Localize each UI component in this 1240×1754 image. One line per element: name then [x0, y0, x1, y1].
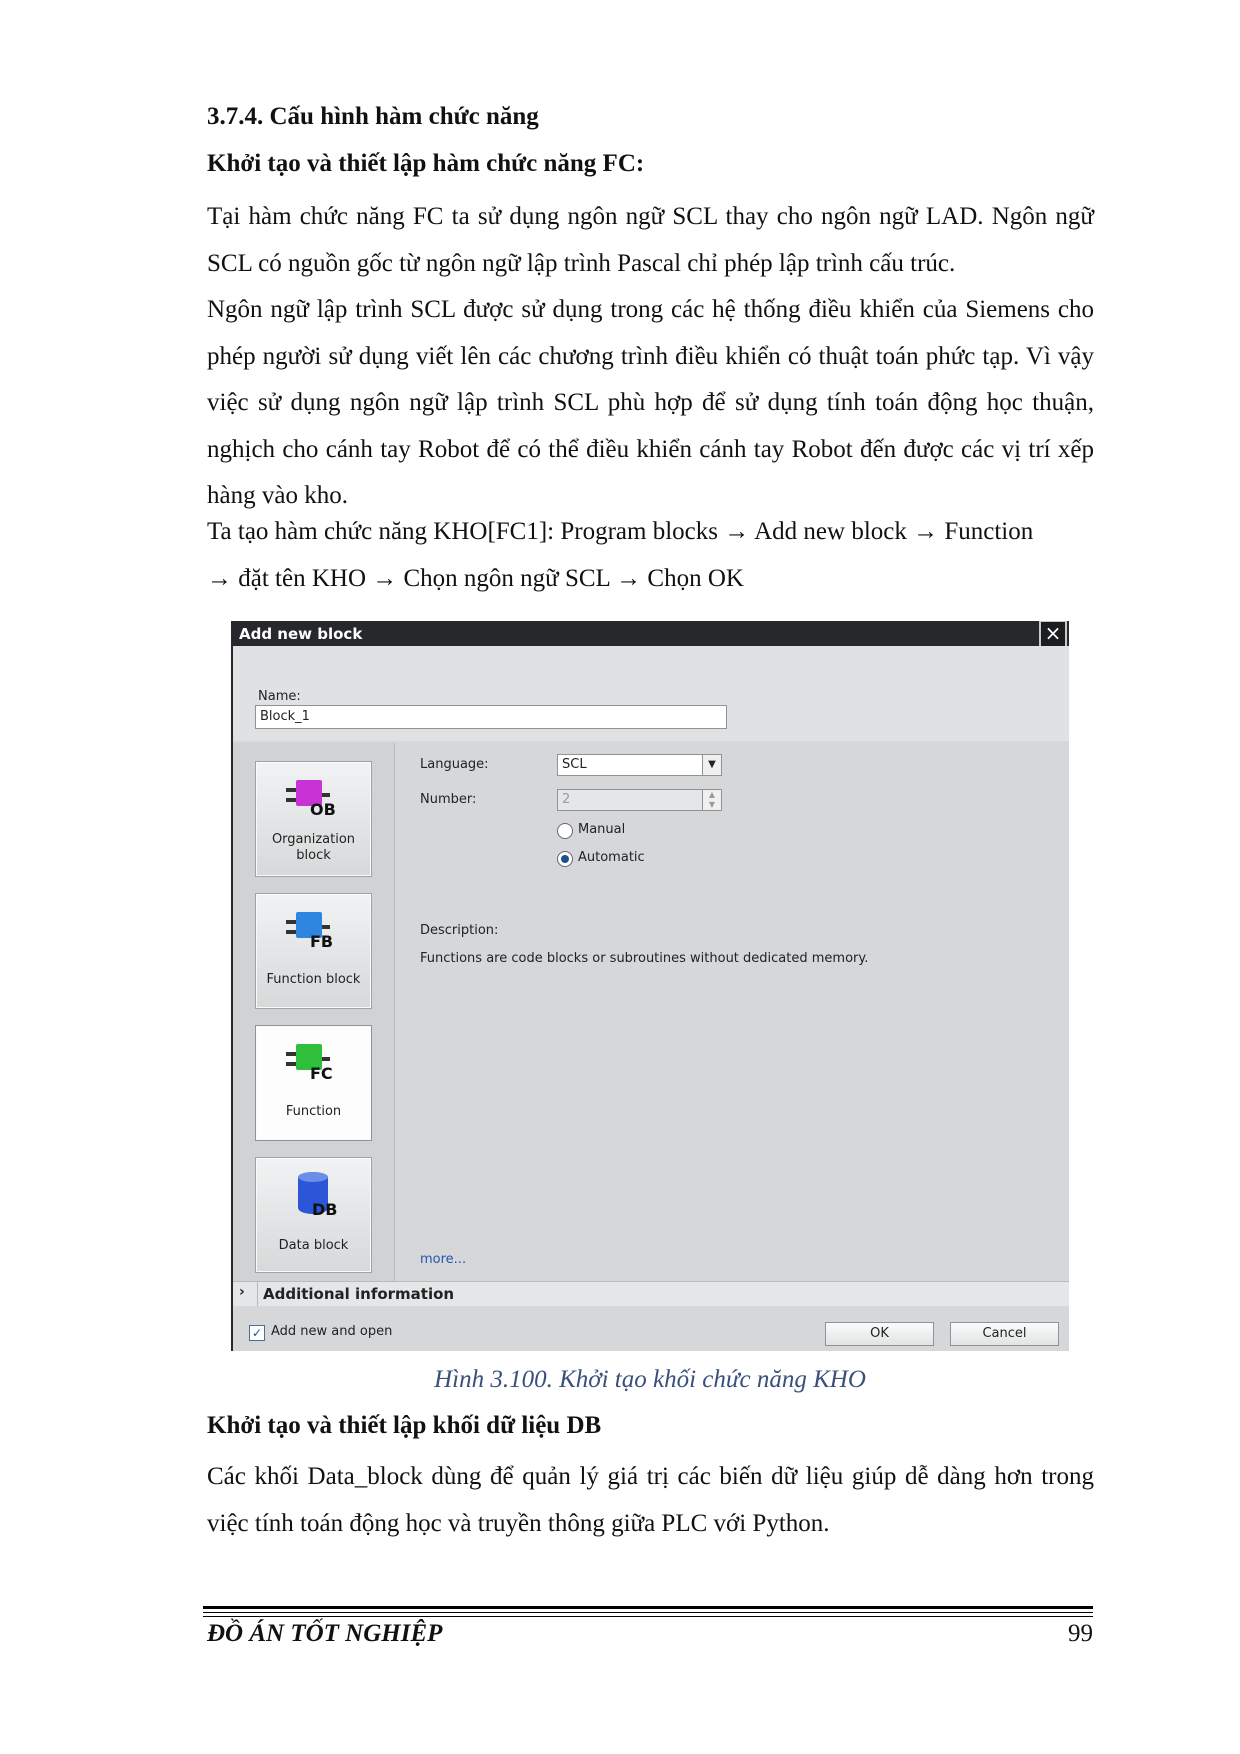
- fb-icon: FB: [284, 906, 344, 958]
- data-block-label: Data block: [278, 1238, 349, 1253]
- add-new-block-dialog: [231, 621, 1069, 1351]
- page-number: 99: [1068, 1620, 1093, 1647]
- additional-information-section[interactable]: [233, 1281, 1069, 1306]
- function-button[interactable]: [255, 1025, 372, 1141]
- manual-label: Manual: [578, 822, 626, 837]
- add-new-and-open-label: Add new and open: [271, 1324, 393, 1339]
- spin-arrows-icon[interactable]: ▲ ▼: [702, 790, 721, 810]
- organization-block-label: Organization block: [271, 832, 356, 863]
- dialog-footer: [233, 1306, 1069, 1351]
- footer-rule-thin-2: [203, 1616, 1093, 1617]
- paragraph-3: Các khối Data_block dùng để quản lý giá trị các biến dữ liệu giúp dễ dàng hơn trong việc tính toán động học và truyền thông giữa PLC với Python.: [207, 1463, 1094, 1537]
- close-icon[interactable]: ×: [1039, 621, 1067, 648]
- dialog-title: Add new block: [239, 625, 363, 643]
- chevron-down-icon[interactable]: ▼: [702, 755, 721, 775]
- chevron-right-icon[interactable]: ›: [239, 1284, 245, 1300]
- paragraph-1: Tại hàm chức năng FC ta sử dụng ngôn ngữ SCL thay cho ngôn ngữ LAD. Ngôn ngữ SCL có nguồn gốc từ ngôn ngữ lập trình Pascal chỉ phép lập trình cấu trúc.: [207, 203, 1094, 277]
- subheading-db: Khởi tạo và thiết lập khối dữ liệu DB: [207, 1412, 602, 1439]
- footer-title: ĐỒ ÁN TỐT NGHIỆP: [207, 1620, 443, 1647]
- cancel-button[interactable]: Cancel: [950, 1322, 1059, 1346]
- paragraph-2: Ngôn ngữ lập trình SCL được sử dụng trong các hệ thống điều khiển của Siemens cho phép người sử dụng viết lên các chương trình điều khiển có thuật toán phức tạp. Vì vậy việc sử dụng ngôn ngữ lập trình SCL phù hợp để sử dụng tính toán động học thuận, nghịch cho cánh tay Robot để có thể điều khiển cánh tay Robot đến được các vị trí xếp hàng vào kho.: [207, 296, 1094, 509]
- ok-button[interactable]: OK: [825, 1322, 934, 1346]
- dialog-body: [233, 646, 1069, 1341]
- steps-line-2: → đặt tên KHO → Chọn ngôn ngữ SCL → Chọn OK: [207, 565, 744, 592]
- steps-line-1: Ta tạo hàm chức năng KHO[FC1]: Program blocks → Add new block → Function: [207, 518, 1034, 545]
- fc-icon: FC: [284, 1038, 344, 1090]
- block-settings-panel: [396, 743, 1069, 1281]
- block-type-panel: [233, 743, 395, 1281]
- language-select[interactable]: [557, 754, 722, 776]
- automatic-radio[interactable]: [557, 851, 573, 867]
- add-new-and-open-checkbox[interactable]: ✓: [249, 1325, 265, 1341]
- footer-rule-thin: [203, 1612, 1093, 1613]
- db-icon: DB: [284, 1170, 344, 1222]
- function-block-button[interactable]: [255, 893, 372, 1009]
- number-label: Number:: [420, 792, 477, 807]
- function-label: Function: [285, 1104, 342, 1119]
- name-label: Name:: [258, 689, 301, 704]
- name-input[interactable]: Block_1: [255, 705, 727, 729]
- organization-block-button[interactable]: [255, 761, 372, 877]
- number-value: 2: [562, 792, 571, 807]
- language-label: Language:: [420, 757, 489, 772]
- additional-information-label: Additional information: [263, 1285, 455, 1303]
- language-value: SCL: [562, 757, 587, 772]
- description-text: Functions are code blocks or subroutines without dedicated memory.: [420, 951, 869, 966]
- data-block-button[interactable]: [255, 1157, 372, 1273]
- number-stepper[interactable]: [557, 789, 722, 811]
- more-link[interactable]: more...: [420, 1252, 467, 1267]
- manual-radio[interactable]: [557, 823, 573, 839]
- section-heading: 3.7.4. Cấu hình hàm chức năng: [207, 103, 539, 130]
- figure-caption: Hình 3.100. Khởi tạo khối chức năng KHO: [434, 1366, 866, 1393]
- name-area: [233, 646, 1069, 741]
- description-label: Description:: [420, 923, 499, 938]
- ob-icon: OB: [284, 774, 344, 826]
- subheading-fc: Khởi tạo và thiết lập hàm chức năng FC:: [207, 150, 645, 177]
- function-block-label: Function block: [266, 972, 361, 987]
- footer-rule: [203, 1606, 1093, 1609]
- automatic-label: Automatic: [578, 850, 645, 865]
